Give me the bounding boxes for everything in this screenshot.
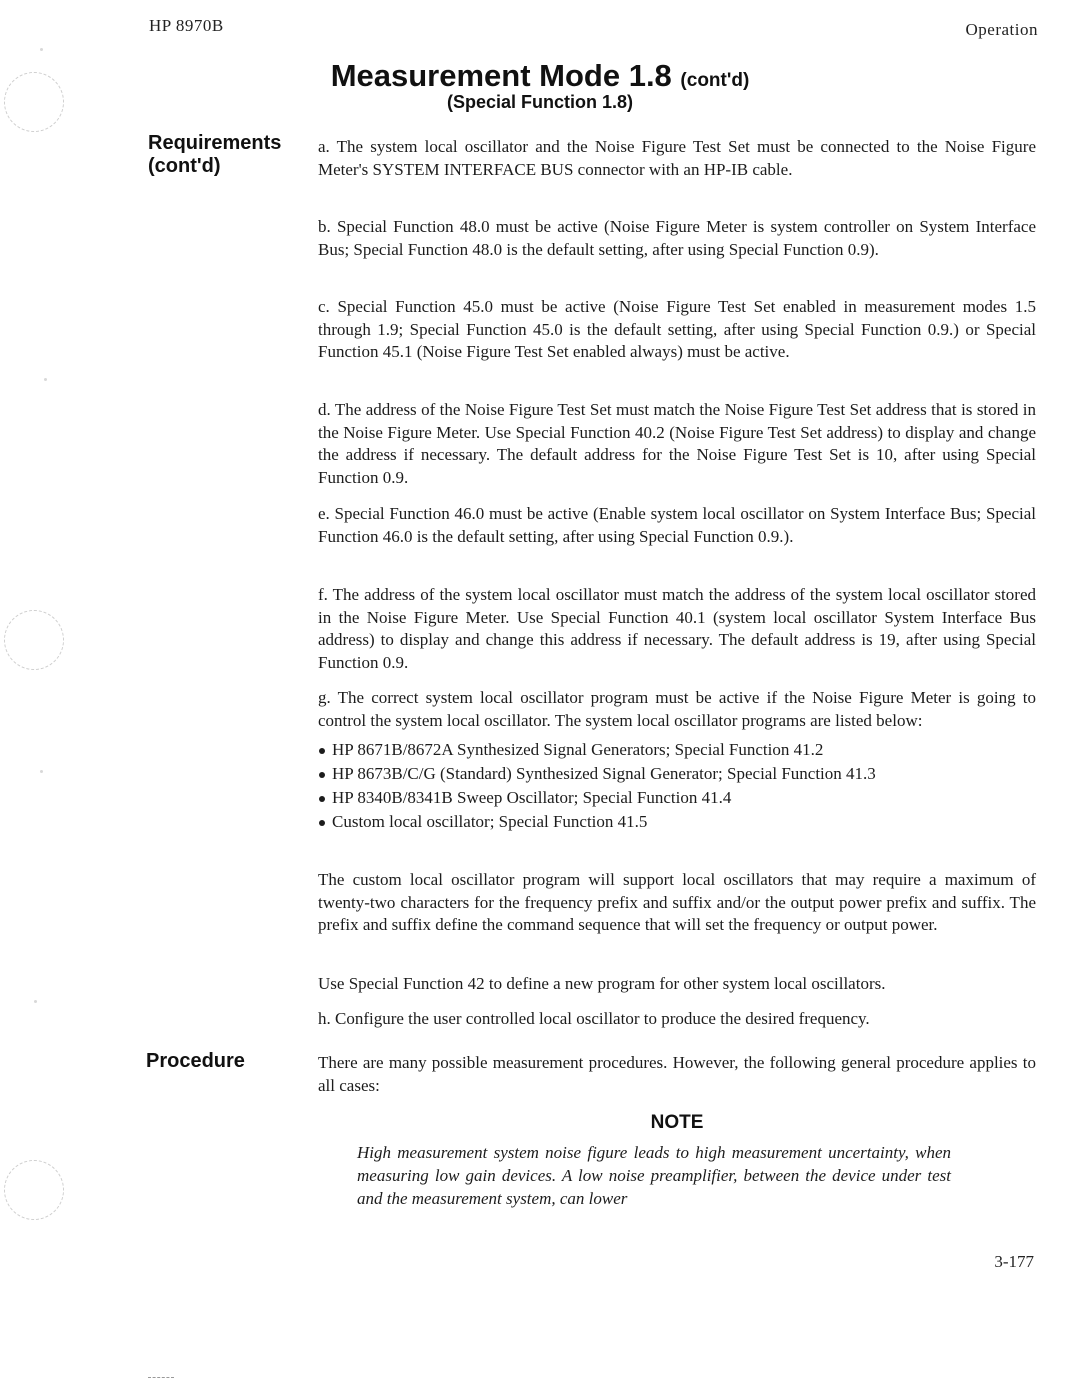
page-subtitle: (Special Function 1.8) [446, 92, 634, 112]
title-main: Measurement Mode 1.8 [330, 58, 672, 93]
requirement-a: a. The system local oscillator and the Noise Figure Test Set must be connected to the Noise Figure Meter's SYSTEM INTERFACE BUS connector with an HP-IB cable. [318, 137, 1036, 179]
page-title [0, 58, 1080, 94]
page-number: 3-177 [994, 1252, 1034, 1271]
header-model: HP 8970B [149, 16, 224, 35]
list-item: HP 8673B/C/G (Standard) Synthesized Signal Generator; Special Function 41.3 [318, 762, 1036, 786]
sf42-note: Use Special Function 42 to define a new program for other system local oscillators. [318, 974, 886, 993]
custom-program-note: The custom local oscillator program will support local oscillators that may require a maximum of twenty-two characters for the frequency prefix and suffix and/or the output power prefix and suffix. The prefix and suffix define the command sequence that will set the frequency or output power. [318, 870, 1036, 935]
requirement-c: c. Special Function 45.0 must be active (Noise Figure Test Set enabled in measurement modes 1.5 through 1.9; Special Function 45.0 is the default setting, after using Special Function 0.9.) or Special Function 45.1 (Noise Figure Test Set enabled always) must be active. [318, 297, 1036, 362]
requirement-b: b. Special Function 48.0 must be active (Noise Figure Meter is system controller on System Interface Bus; Special Function 48.0 is the default setting, after using Special Function 0.9). [318, 217, 1036, 259]
requirement-f: f. The address of the system local oscillator must match the address of the system local oscillator stored in the Noise Figure Meter. Use Special Function 40.1 (system local oscillator System Interface Bus address) to display and change this address if necessary. The default address is 19, after using Special Function 0.9. [318, 585, 1036, 672]
list-item: HP 8340B/8341B Sweep Oscillator; Special Function 41.4 [318, 786, 1036, 810]
list-item: Custom local oscillator; Special Function 41.5 [318, 810, 1036, 834]
title-contd: (cont'd) [680, 70, 750, 91]
lo-program-list [318, 738, 1036, 834]
requirement-g: g. The correct system local oscillator program must be active if the Noise Figure Meter is going to control the system local oscillator. The system local oscillator programs are listed below: [318, 688, 1036, 730]
requirements-heading [148, 132, 281, 178]
requirement-d: d. The address of the Noise Figure Test Set must match the Noise Figure Test Set address that is stored in the Noise Figure Meter. Use Special Function 40.2 (Noise Figure Test Set address) to display and change the address if necessary. The default address for the Noise Figure Test Set is 10, after using Special Function 0.9. [318, 400, 1036, 487]
punch-hole-bottom [4, 1160, 64, 1220]
scan-speck [44, 378, 47, 381]
scan-speck [40, 48, 43, 51]
requirement-h: h. Configure the user controlled local oscillator to produce the desired frequency. [318, 1009, 870, 1028]
punch-hole-middle [4, 610, 64, 670]
requirements-heading-line2: (cont'd) [148, 155, 221, 177]
punch-hole-top [4, 72, 64, 132]
procedure-intro: There are many possible measurement procedures. However, the following general procedure applies to all cases: [318, 1053, 1036, 1095]
scan-speck [40, 770, 43, 773]
list-item: HP 8671B/8672A Synthesized Signal Generators; Special Function 41.2 [318, 738, 1036, 762]
scan-footmark [148, 1377, 174, 1379]
procedure-heading: Procedure [146, 1050, 245, 1072]
requirement-e: e. Special Function 46.0 must be active (Enable system local oscillator on System Interface Bus; Special Function 46.0 is the default setting, after using Special Function 0.9.). [318, 504, 1036, 546]
requirements-heading-line1: Requirements [148, 132, 282, 154]
note-text: High measurement system noise figure leads to high measurement uncertainty, when measuring low gain devices. A low noise preamplifier, between the device under test and the measurement system, can lower [357, 1143, 951, 1208]
header-section: Operation [965, 20, 1038, 39]
note-heading: NOTE [650, 1112, 704, 1133]
scan-speck [34, 1000, 37, 1003]
